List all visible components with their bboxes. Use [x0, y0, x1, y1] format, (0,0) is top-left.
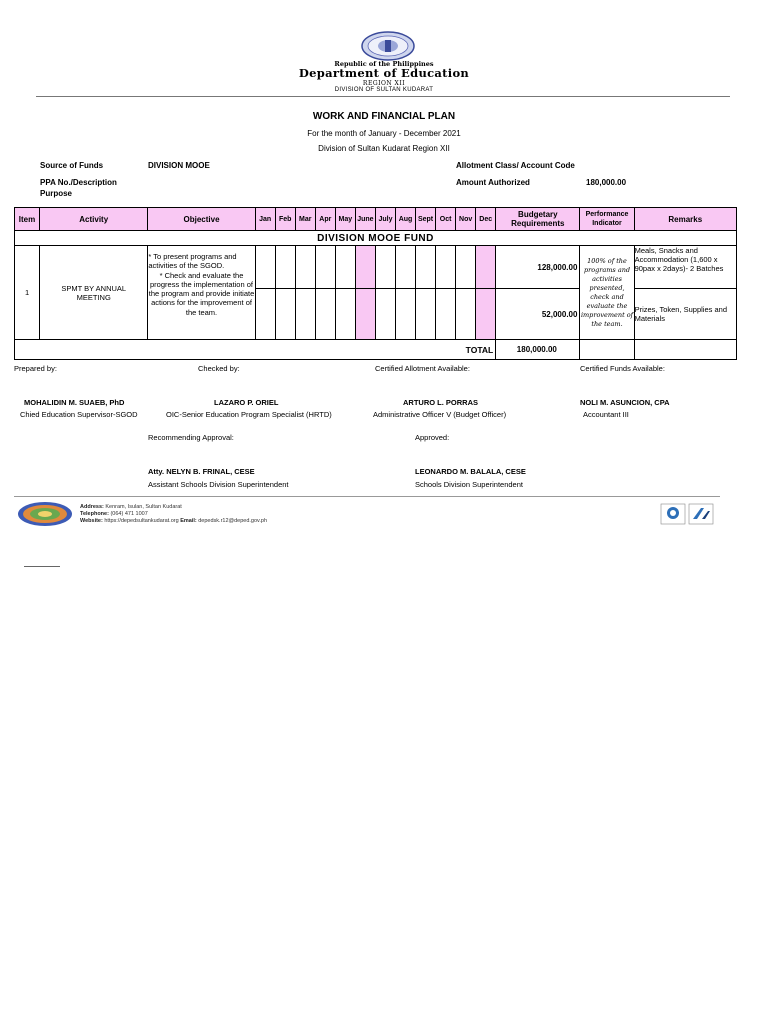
header-divider	[36, 96, 730, 97]
signatory-name: NOLI M. ASUNCION, CPA	[580, 398, 670, 407]
objective-line-2: * Check and evaluate the progress the implementation of the program and provide initiate actions for the improvement of the team.	[148, 270, 255, 317]
month-cell-scheduled	[476, 289, 496, 340]
footer-website	[80, 518, 267, 524]
col-item-header: Item	[15, 208, 40, 231]
region-heading: REGION XII	[362, 80, 406, 87]
objective-cell	[148, 246, 255, 340]
col-month-header: Sept	[416, 208, 436, 231]
remarks-cell: Prizes, Token, Supplies and Materials	[634, 289, 736, 340]
division-subtitle: Division of Sultan Kudarat Region XII	[318, 144, 450, 153]
col-month-header: July	[375, 208, 395, 231]
recommending-approval-label: Recommending Approval:	[148, 433, 234, 442]
signatory-title: Assistant Schools Division Superintendent	[148, 480, 289, 489]
amount-authorized-label: Amount Authorized	[456, 178, 530, 187]
month-cell	[395, 246, 415, 289]
source-of-funds-label: Source of Funds	[40, 161, 104, 170]
month-cell	[335, 289, 355, 340]
purpose-label: Purpose	[40, 189, 73, 198]
activity-cell: SPMT BY ANNUAL MEETING	[40, 246, 148, 340]
fund-title: DIVISION MOOE FUND	[15, 231, 737, 246]
prepared-by-label: Prepared by:	[14, 364, 57, 373]
col-month-header: Oct	[436, 208, 456, 231]
month-cell	[416, 289, 436, 340]
website-value: https://depedsultankudarat.org	[104, 518, 179, 524]
month-cell-scheduled	[355, 246, 375, 289]
address-label: Address:	[80, 504, 104, 510]
col-month-header: June	[355, 208, 375, 231]
col-month-header: May	[335, 208, 355, 231]
email-label: Email:	[180, 518, 197, 524]
period-subtitle: For the month of January - December 2021	[307, 129, 461, 138]
total-empty-cell	[634, 340, 736, 360]
financial-plan-table	[14, 207, 737, 360]
col-month-header: Aug	[395, 208, 415, 231]
signatory-name: Atty. NELYN B. FRINAL, CESE	[148, 467, 255, 476]
col-performance-header: Performance Indicator	[580, 208, 634, 231]
col-remarks-header: Remarks	[634, 208, 736, 231]
footer-telephone	[80, 511, 148, 517]
col-activity-header: Activity	[40, 208, 148, 231]
budget-cell: 128,000.00	[496, 246, 580, 289]
remarks-cell: Meals, Snacks and Accommodation (1,600 x 90pax x 2days)- 2 Batches	[634, 246, 736, 289]
month-cell	[456, 246, 476, 289]
objective-line-1: * To present programs and activities of the SGOD.	[148, 252, 237, 271]
amount-authorized-value: 180,000.00	[586, 178, 627, 187]
signatory-name: ARTURO L. PORRAS	[403, 398, 478, 407]
month-cell	[315, 246, 335, 289]
total-row	[15, 340, 737, 360]
month-cell	[436, 289, 456, 340]
month-cell	[275, 246, 295, 289]
signatory-name: LAZARO P. ORIEL	[214, 398, 279, 407]
ppa-label: PPA No./Description	[40, 178, 117, 187]
certified-allotment-label: Certified Allotment Available:	[375, 364, 470, 373]
month-cell-scheduled	[476, 246, 496, 289]
month-cell	[295, 246, 315, 289]
budget-cell: 52,000.00	[496, 289, 580, 340]
signatory-title: Schools Division Superintendent	[415, 480, 523, 489]
total-empty-cell	[580, 340, 634, 360]
department-heading: Department of Education	[298, 66, 470, 80]
signatory-title: Accountant III	[583, 410, 629, 419]
checked-by-label: Checked by:	[198, 364, 240, 373]
republic-heading: Republic of the Philippines	[334, 60, 434, 68]
col-budget-header: Budgetary Requirements	[496, 208, 580, 231]
month-cell	[395, 289, 415, 340]
month-cell	[255, 289, 275, 340]
email-value: depedsk.r12@deped.gov.ph	[198, 518, 268, 524]
source-of-funds-value: DIVISION MOOE	[148, 161, 210, 170]
page-title: WORK AND FINANCIAL PLAN	[312, 111, 456, 122]
signatory-title: Chied Education Supervisor-SGOD	[20, 410, 138, 419]
division-logo-icon	[17, 501, 73, 527]
table-header-row	[15, 208, 737, 231]
col-month-header: Dec	[476, 208, 496, 231]
total-label: TOTAL	[15, 340, 496, 360]
signatory-name: LEONARDO M. BALALA, CESE	[415, 467, 526, 476]
col-month-header: Jan	[255, 208, 275, 231]
month-cell	[375, 246, 395, 289]
month-cell	[255, 246, 275, 289]
telephone-label: Telephone:	[80, 511, 109, 517]
address-value: Kenram, Isulan, Sultan Kudarat	[105, 504, 182, 510]
performance-indicator-cell: 100% of the programs and activities presented, check and evaluate the improvement of the team.	[580, 246, 634, 340]
col-objective-header: Objective	[148, 208, 255, 231]
col-month-header: Nov	[456, 208, 476, 231]
certification-badges-icon	[660, 503, 714, 525]
total-value: 180,000.00	[496, 340, 580, 360]
page-mark	[24, 566, 60, 567]
month-cell	[335, 246, 355, 289]
signatory-title: OIC-Senior Education Program Specialist (HRTD)	[166, 410, 332, 419]
certified-funds-label: Certified Funds Available:	[580, 364, 665, 373]
signatory-name: MOHALIDIN M. SUAEB, PhD	[24, 398, 125, 407]
col-month-header: Apr	[315, 208, 335, 231]
month-cell	[416, 246, 436, 289]
signatory-title: Administrative Officer V (Budget Officer)	[373, 410, 507, 419]
month-cell-scheduled	[355, 289, 375, 340]
table-row	[15, 246, 737, 289]
allotment-class-label: Allotment Class/ Account Code	[456, 161, 575, 170]
month-cell	[436, 246, 456, 289]
division-heading: DIVISION OF SULTAN KUDARAT	[334, 87, 434, 93]
item-number: 1	[15, 246, 40, 340]
website-label: Website:	[80, 518, 103, 524]
fund-title-row	[15, 231, 737, 246]
col-month-header: Feb	[275, 208, 295, 231]
col-month-header: Mar	[295, 208, 315, 231]
month-cell	[315, 289, 335, 340]
month-cell	[456, 289, 476, 340]
month-cell	[295, 289, 315, 340]
month-cell	[275, 289, 295, 340]
telephone-value: (064) 471 1007	[110, 511, 148, 517]
footer-divider	[14, 496, 720, 497]
deped-seal-icon	[358, 30, 418, 62]
approved-label: Approved:	[415, 433, 450, 442]
footer-address	[80, 504, 182, 510]
month-cell	[375, 289, 395, 340]
